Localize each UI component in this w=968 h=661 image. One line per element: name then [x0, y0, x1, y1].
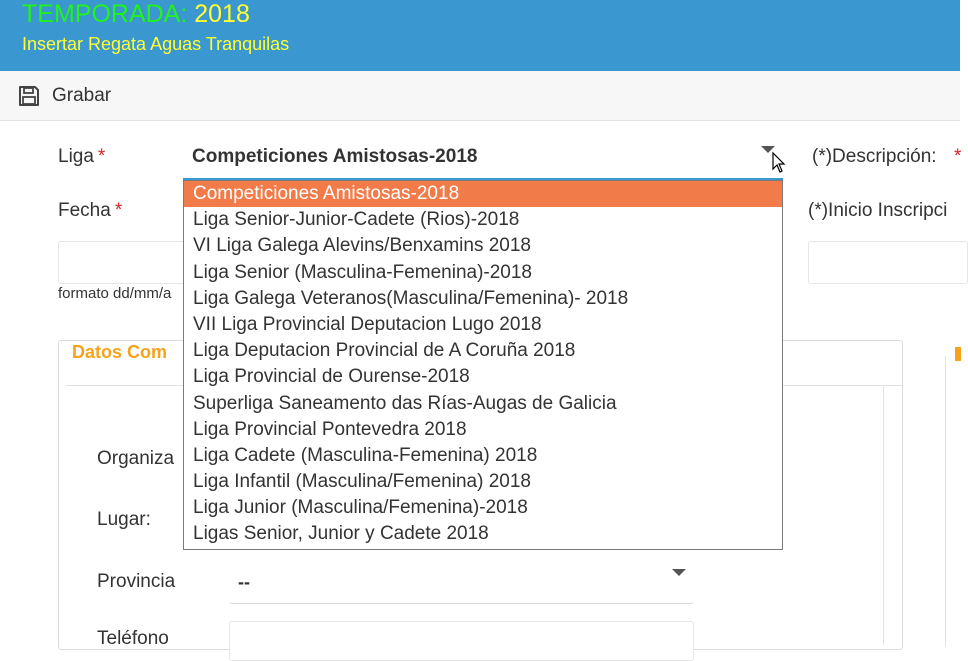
page-header: [0, 0, 960, 71]
chevron-down-icon: [672, 569, 686, 576]
dropdown-option[interactable]: Liga Deputacion Provincial de A Coruña 2018: [193, 340, 576, 362]
descripcion-required-mark: *: [954, 146, 962, 167]
toolbar: [0, 71, 960, 121]
dropdown-option[interactable]: VII Liga Provincial Deputacion Lugo 2018: [193, 313, 542, 335]
dropdown-option[interactable]: Liga Provincial de Ourense-2018: [193, 366, 470, 388]
fecha-input[interactable]: [58, 241, 198, 284]
dropdown-option[interactable]: Liga Junior (Masculina/Femenina)-2018: [193, 497, 528, 519]
required-mark: *: [97, 146, 106, 167]
provincia-select[interactable]: [229, 560, 694, 604]
dropdown-option[interactable]: Liga Cadete (Masculina-Femenina) 2018: [193, 444, 538, 466]
liga-label: [58, 146, 105, 168]
liga-dropdown-list: [183, 180, 783, 550]
dropdown-option[interactable]: Superliga Saneamento das Rías-Augas de Galicia: [193, 392, 617, 414]
telefono-input[interactable]: [229, 621, 694, 661]
fieldset-legend: Datos Com: [66, 342, 173, 363]
dropdown-option[interactable]: Liga Provincial Pontevedra 2018: [193, 418, 467, 440]
provincia-label: Provincia: [97, 571, 176, 592]
save-button-label: Grabar: [52, 85, 112, 106]
page-subtitle: Insertar Regata Aguas Tranquilas: [22, 34, 290, 54]
dropdown-option[interactable]: Ligas Senior, Junior y Cadete 2018: [193, 523, 489, 545]
dropdown-option-selected[interactable]: Competiciones Amistosas-2018: [184, 181, 782, 207]
right-panel-border: [945, 356, 946, 646]
lugar-label: Lugar:: [97, 509, 151, 530]
fecha-label-text: Fecha: [58, 200, 111, 221]
inicio-inscripcion-input[interactable]: [808, 241, 968, 284]
organiza-label: Organiza: [97, 448, 175, 469]
floppy-disk-icon: [18, 85, 40, 107]
liga-selected-value: Competiciones Amistosas-2018: [192, 146, 478, 167]
descripcion-label: (*)Descripción:: [812, 146, 937, 167]
season-title: [22, 0, 250, 28]
telefono-label: Teléfono: [97, 628, 169, 649]
date-format-hint: formato dd/mm/a: [58, 285, 172, 302]
required-mark: *: [114, 200, 123, 221]
liga-select[interactable]: [183, 136, 783, 180]
season-year: 2018: [194, 0, 250, 28]
save-button[interactable]: [18, 83, 111, 109]
mouse-cursor-icon: [772, 152, 786, 174]
provincia-selected-value: --: [238, 572, 250, 592]
fecha-label: [58, 200, 122, 222]
season-label: TEMPORADA:: [22, 0, 188, 28]
dropdown-option[interactable]: Liga Infantil (Masculina/Femenina) 2018: [193, 471, 531, 493]
panel-border: [883, 385, 884, 645]
dropdown-option[interactable]: VI Liga Galega Alevins/Benxamins 2018: [193, 235, 531, 257]
liga-label-text: Liga: [58, 146, 94, 167]
dropdown-option[interactable]: Liga Galega Veteranos(Masculina/Femenina)- 2018: [193, 287, 629, 309]
dropdown-option[interactable]: Liga Senior (Masculina-Femenina)-2018: [193, 261, 533, 283]
inicio-inscripcion-label: (*)Inicio Inscripci: [808, 200, 948, 221]
right-panel-legend: [955, 347, 961, 361]
dropdown-option[interactable]: Liga Senior-Junior-Cadete (Rios)-2018: [193, 209, 520, 231]
